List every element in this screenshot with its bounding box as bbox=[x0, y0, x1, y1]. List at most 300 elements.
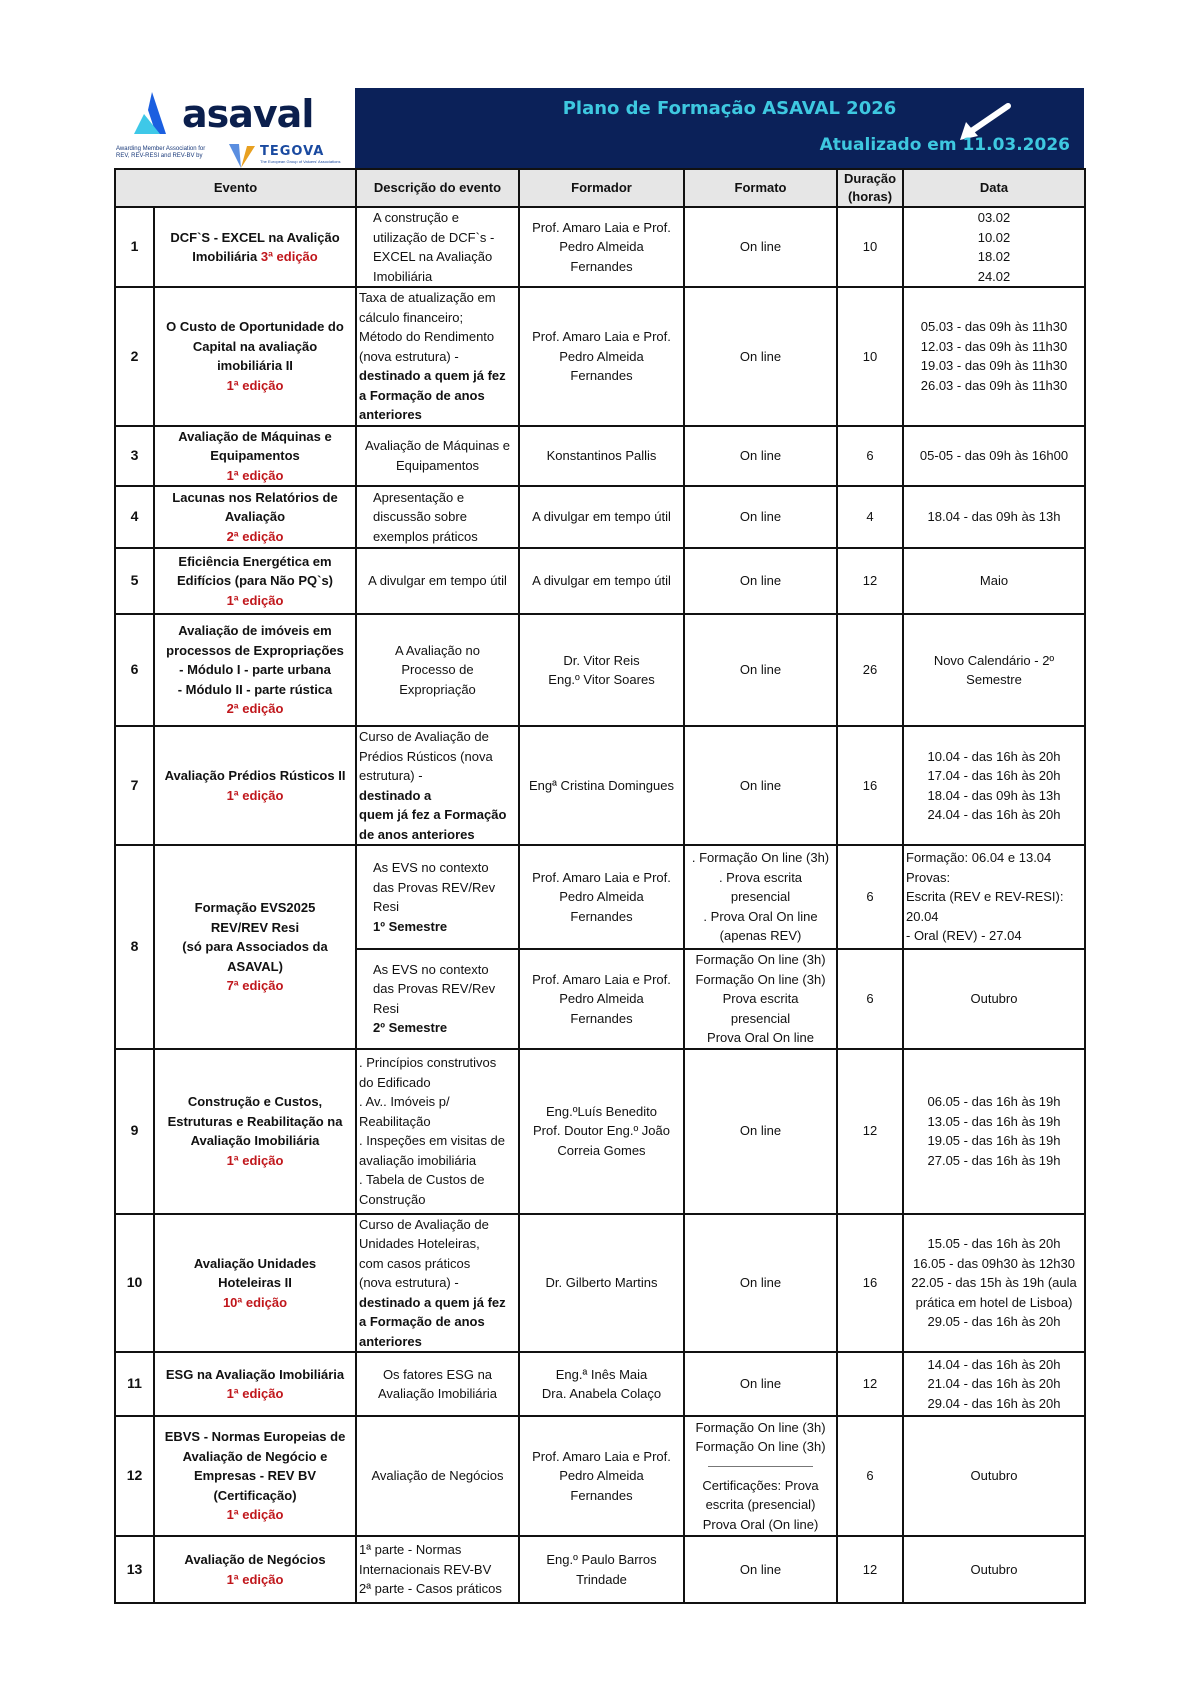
cell-line: Estruturas e Reabilitação na bbox=[167, 1113, 343, 1129]
edition-label: 1ª edição bbox=[226, 467, 284, 483]
asaval-wordmark: asaval bbox=[182, 92, 314, 136]
cell-line: Fernandes bbox=[570, 258, 633, 274]
trainer bbox=[519, 845, 684, 949]
schedule-date bbox=[903, 486, 1085, 548]
event-title bbox=[154, 486, 356, 548]
updated-date: Atualizado em 11.03.2026 bbox=[819, 135, 1070, 155]
cell-line: 16.05 - das 09h30 às 12h30 bbox=[913, 1255, 1075, 1271]
cell-line: 26.03 - das 09h às 11h30 bbox=[920, 377, 1068, 393]
cell-line: 18.02 bbox=[977, 249, 1011, 264]
cell-line: Internacionais REV-BV bbox=[359, 1561, 492, 1577]
cell-line: On line bbox=[739, 1561, 782, 1577]
trainer bbox=[519, 426, 684, 487]
edition-label: 7ª edição bbox=[226, 978, 284, 993]
cell-line: anteriores bbox=[359, 407, 422, 422]
cell-line: (nova estrutura) - bbox=[359, 348, 459, 364]
format bbox=[684, 548, 837, 614]
cell-line: Dr. Vitor Reis bbox=[563, 652, 640, 668]
col-header-descricao: Descrição do evento bbox=[356, 169, 519, 207]
cell-line: On line bbox=[739, 662, 782, 678]
schedule-date bbox=[903, 949, 1085, 1049]
event-number: 12 bbox=[115, 1416, 154, 1536]
duration-hours: 12 bbox=[837, 1352, 903, 1416]
cell-line: REV/REV Resi bbox=[210, 919, 300, 935]
cell-line: Escrita (REV e REV-RESI): bbox=[906, 889, 1064, 905]
cell-line: Avaliação de imóveis em bbox=[178, 623, 332, 639]
cell-line: discussão sobre bbox=[373, 509, 467, 525]
page-title: Plano de Formação ASAVAL 2026 bbox=[562, 98, 897, 119]
cell-line: destinado a quem já fez bbox=[359, 368, 506, 383]
event-title bbox=[154, 845, 356, 1049]
cell-line: Expropriação bbox=[399, 681, 476, 697]
cell-line: a Formação de anos bbox=[359, 387, 485, 403]
trainer bbox=[519, 949, 684, 1049]
cell-line: Reabilitação bbox=[359, 1113, 431, 1129]
cell-line: Fernandes bbox=[570, 908, 633, 924]
cell-line: Formação On line (3h) bbox=[695, 1419, 826, 1435]
col-header-formador: Formador bbox=[519, 169, 684, 207]
cell-line: Capital na avaliação bbox=[192, 338, 318, 354]
cell-line: Método do Rendimento bbox=[359, 329, 495, 344]
event-number: 13 bbox=[115, 1536, 154, 1603]
schedule-date bbox=[903, 614, 1085, 726]
cell-line: 24.02 bbox=[977, 268, 1011, 284]
cell-line: de anos anteriores bbox=[359, 826, 475, 842]
cell-line: EXCEL na Avaliação bbox=[373, 249, 493, 264]
duration-hours: 10 bbox=[837, 287, 903, 426]
cell-line: Provas: bbox=[906, 869, 951, 885]
trainer bbox=[519, 207, 684, 287]
schedule-date bbox=[903, 1214, 1085, 1353]
table-row bbox=[115, 726, 1085, 845]
event-description bbox=[356, 614, 519, 726]
cell-line: On line bbox=[739, 573, 782, 589]
event-description bbox=[356, 1049, 519, 1214]
trainer bbox=[519, 1536, 684, 1603]
cell-line: 05.03 - das 09h às 11h30 bbox=[920, 319, 1068, 335]
event-title bbox=[154, 548, 356, 614]
event-description bbox=[356, 1214, 519, 1353]
trainer bbox=[519, 1352, 684, 1416]
cell-line: 19.05 - das 16h às 19h bbox=[927, 1133, 1061, 1148]
cell-line: Prof. Amaro Laia e Prof. bbox=[532, 1448, 671, 1464]
cell-line: Dra. Anabela Colaço bbox=[541, 1386, 662, 1401]
schedule-date bbox=[903, 845, 1085, 949]
cell-line: Pedro Almeida bbox=[559, 348, 644, 364]
divider-line bbox=[708, 1466, 813, 1467]
cell-line: anteriores bbox=[359, 1333, 422, 1349]
cell-line: - Módulo I - parte urbana bbox=[179, 662, 331, 678]
event-title bbox=[154, 1049, 356, 1214]
col-header-formato: Formato bbox=[684, 169, 837, 207]
cell-line: (Certificação) bbox=[213, 1487, 297, 1503]
event-number: 2 bbox=[115, 287, 154, 426]
cell-line: 13.05 - das 16h às 19h bbox=[927, 1113, 1061, 1129]
cell-line: 10.04 - das 16h às 20h bbox=[927, 748, 1061, 764]
duration-hours: 16 bbox=[837, 1214, 903, 1353]
format bbox=[684, 426, 837, 487]
col-header-duracao: Duração (horas) bbox=[837, 169, 903, 207]
cell-line: quem já fez a Formação bbox=[359, 807, 507, 822]
cell-line: Formação On line (3h) bbox=[695, 1439, 826, 1455]
event-description bbox=[356, 486, 519, 548]
table-row bbox=[115, 548, 1085, 614]
schedule-date bbox=[903, 1049, 1085, 1214]
table-row bbox=[115, 486, 1085, 548]
cell-line: a Formação de anos bbox=[359, 1314, 485, 1329]
event-number: 11 bbox=[115, 1352, 154, 1416]
format bbox=[684, 1416, 837, 1536]
format bbox=[684, 486, 837, 548]
col-header-evento: Evento bbox=[115, 169, 356, 207]
schedule-date bbox=[903, 1352, 1085, 1416]
trainer bbox=[519, 726, 684, 845]
cell-line: Edifícios (para Não PQ`s) bbox=[176, 573, 334, 589]
cell-line: Formação On line (3h) bbox=[695, 952, 826, 967]
cell-line: Avaliação de Negócios bbox=[371, 1468, 504, 1484]
trainer bbox=[519, 486, 684, 548]
cell-line: On line bbox=[739, 777, 782, 793]
cell-line: - Oral (REV) - 27.04 bbox=[906, 928, 1022, 944]
cell-line: (só para Associados da bbox=[182, 939, 328, 954]
cell-line: destinado a bbox=[359, 787, 432, 803]
cell-line: imobiliária II bbox=[217, 358, 293, 374]
schedule-date bbox=[903, 1416, 1085, 1536]
cell-line: estrutura) - bbox=[359, 768, 423, 783]
cell-line: 21.04 - das 16h às 20h bbox=[927, 1376, 1061, 1392]
cell-line: Prof. Amaro Laia e Prof. bbox=[532, 329, 671, 344]
cell-line: Pedro Almeida bbox=[559, 1468, 644, 1484]
duration-hours: 10 bbox=[837, 207, 903, 287]
event-description bbox=[356, 1536, 519, 1603]
cell-line: Novo Calendário - 2º bbox=[933, 652, 1055, 668]
trainer bbox=[519, 548, 684, 614]
schedule-date bbox=[903, 207, 1085, 287]
cell-line: Resi bbox=[373, 1000, 400, 1016]
cell-line: 1º Semestre bbox=[373, 918, 448, 934]
cell-line: On line bbox=[739, 448, 782, 463]
cell-line: 29.05 - das 16h às 20h bbox=[927, 1314, 1061, 1329]
cell-line: Curso de Avaliação de bbox=[359, 729, 489, 744]
cell-line: On line bbox=[739, 1275, 782, 1290]
cell-line: das Provas REV/Rev bbox=[373, 981, 496, 997]
cell-line: 29.04 - das 16h às 20h bbox=[927, 1395, 1061, 1411]
cell-line: Trindade bbox=[576, 1571, 627, 1587]
event-number: 3 bbox=[115, 426, 154, 487]
cell-line: Avaliação de Máquinas e bbox=[178, 428, 332, 444]
event-description bbox=[356, 949, 519, 1049]
trainer bbox=[519, 1416, 684, 1536]
cell-line: Fernandes bbox=[570, 1010, 633, 1026]
cell-line: Equipamentos bbox=[395, 457, 480, 473]
format bbox=[684, 287, 837, 426]
edition-label: 1ª edição bbox=[226, 1152, 284, 1168]
cell-line: Avaliação Imobiliária bbox=[378, 1386, 497, 1401]
cell-line: Dr. Gilberto Martins bbox=[545, 1275, 658, 1290]
event-number: 5 bbox=[115, 548, 154, 614]
cell-line: 27.05 - das 16h às 19h bbox=[927, 1152, 1061, 1168]
cell-line: Imobiliária 3ª edição bbox=[192, 249, 318, 264]
event-title bbox=[154, 287, 356, 426]
table-row bbox=[115, 614, 1085, 726]
event-title bbox=[154, 1352, 356, 1416]
cell-line: 17.04 - das 16h às 20h bbox=[927, 768, 1061, 783]
cell-line: Maio bbox=[979, 573, 1009, 589]
event-description bbox=[356, 1352, 519, 1416]
edition-label: 1ª edição bbox=[226, 377, 284, 393]
table-row bbox=[115, 1536, 1085, 1603]
format bbox=[684, 1049, 837, 1214]
format bbox=[684, 1214, 837, 1353]
duration-hours: 12 bbox=[837, 548, 903, 614]
cell-line: Certificações: Prova bbox=[702, 1477, 819, 1493]
cell-line: Eng.º Vitor Soares bbox=[548, 672, 655, 687]
cell-line: A divulgar em tempo útil bbox=[532, 509, 671, 525]
event-title bbox=[154, 207, 356, 287]
cell-line: Eficiência Energética em bbox=[178, 553, 332, 569]
cell-line: utilização de DCF`s - bbox=[373, 229, 495, 245]
table-row bbox=[115, 1416, 1085, 1536]
cell-line: Avaliação Prédios Rústicos II bbox=[164, 768, 346, 783]
cell-line: DCF`S - EXCEL na Avalição bbox=[170, 229, 340, 245]
cell-line: ASAVAL) bbox=[227, 958, 283, 974]
cell-line: avaliação imobiliária bbox=[359, 1152, 477, 1168]
edition-label: 3ª edição bbox=[260, 249, 318, 264]
event-description bbox=[356, 726, 519, 845]
event-title bbox=[154, 1416, 356, 1536]
cell-line: Engª Cristina Domingues bbox=[529, 777, 674, 793]
cell-line: das Provas REV/Rev bbox=[373, 879, 496, 895]
cell-line: 14.04 - das 16h às 20h bbox=[927, 1356, 1061, 1372]
cell-line: Eng.ºLuís Benedito bbox=[546, 1103, 657, 1119]
cell-line: . Princípios construtivos bbox=[359, 1055, 497, 1070]
cell-line: A Avaliação no bbox=[394, 642, 481, 658]
event-description bbox=[356, 548, 519, 614]
cell-line: On line bbox=[739, 348, 782, 364]
cell-line: escrita (presencial) bbox=[705, 1497, 816, 1513]
duration-hours: 6 bbox=[837, 949, 903, 1049]
title-banner bbox=[355, 88, 1084, 168]
duration-hours: 6 bbox=[837, 845, 903, 949]
cell-line: 05-05 - das 09h às 16h00 bbox=[919, 448, 1069, 463]
cell-line: Curso de Avaliação de bbox=[359, 1216, 489, 1232]
schedule-date bbox=[903, 726, 1085, 845]
cell-line: 24.04 - das 16h às 20h bbox=[927, 807, 1061, 822]
cell-line: Pedro Almeida bbox=[559, 239, 644, 255]
cell-line: Prof. Amaro Laia e Prof. bbox=[532, 971, 671, 987]
event-number: 1 bbox=[115, 207, 154, 287]
table-row bbox=[115, 845, 1085, 949]
cell-line: On line bbox=[739, 239, 782, 255]
cell-line: Apresentação e bbox=[373, 489, 465, 505]
cell-line: 15.05 - das 16h às 20h bbox=[927, 1236, 1061, 1251]
cell-line: . Inspeções em visitas de bbox=[359, 1133, 505, 1148]
cell-line: Prova escrita bbox=[722, 991, 799, 1006]
cell-line: On line bbox=[739, 509, 782, 525]
cell-line: 18.04 - das 09h às 13h bbox=[927, 787, 1061, 803]
tegova-logo-mark-icon bbox=[229, 144, 255, 168]
cell-line: Avaliação Unidades bbox=[193, 1255, 317, 1271]
trainer bbox=[519, 1214, 684, 1353]
format bbox=[684, 726, 837, 845]
cell-line: Avaliação de Negócio e bbox=[182, 1448, 328, 1464]
cell-line: Prova Oral (On line) bbox=[702, 1516, 819, 1532]
cell-line: Formação: 06.04 e 13.04 bbox=[906, 850, 1052, 866]
schedule-date bbox=[903, 548, 1085, 614]
cell-line: O Custo de Oportunidade do bbox=[166, 319, 344, 335]
cell-line: destinado a quem já fez bbox=[359, 1294, 506, 1310]
cell-line: Empresas - REV BV bbox=[193, 1468, 317, 1484]
cell-line: Avaliação de Máquinas e bbox=[364, 438, 511, 454]
edition-label: 2ª edição bbox=[226, 701, 284, 717]
event-number: 9 bbox=[115, 1049, 154, 1214]
cell-line: As EVS no contexto bbox=[373, 961, 489, 977]
cell-line: 2º Semestre bbox=[373, 1020, 448, 1036]
cell-line: exemplos práticos bbox=[373, 528, 478, 544]
format bbox=[684, 1352, 837, 1416]
tegova-subtitle: The European Group of Valuers' Associations bbox=[260, 159, 341, 164]
event-title bbox=[154, 614, 356, 726]
table-row bbox=[115, 207, 1085, 287]
cell-line: presencial bbox=[730, 1010, 791, 1026]
cell-line: Avaliação Imobiliária bbox=[190, 1133, 320, 1148]
cell-line: 06.05 - das 16h às 19h bbox=[927, 1094, 1061, 1109]
cell-line: As EVS no contexto bbox=[373, 860, 489, 875]
schedule-date bbox=[903, 426, 1085, 487]
cell-line: Taxa de atualização em bbox=[359, 290, 496, 305]
cell-line: . Tabela de Custos de bbox=[359, 1172, 485, 1187]
cell-line: Prova Oral On line bbox=[707, 1030, 814, 1045]
edition-label: 1ª edição bbox=[226, 1386, 284, 1401]
cell-line: . Prova escrita bbox=[718, 869, 803, 885]
table-row bbox=[115, 1352, 1085, 1416]
asaval-logo bbox=[114, 88, 355, 168]
cell-line: Construção bbox=[359, 1191, 426, 1207]
cell-line: - Módulo II - parte rústica bbox=[177, 681, 333, 697]
cell-line: Pedro Almeida bbox=[559, 991, 644, 1006]
cell-line: 1ª parte - Normas bbox=[359, 1542, 462, 1558]
cell-line: (nova estrutura) - bbox=[359, 1275, 459, 1290]
event-description bbox=[356, 287, 519, 426]
cell-line: Fernandes bbox=[570, 368, 633, 383]
event-title bbox=[154, 1536, 356, 1603]
logo-subtitle: Awarding Member Association for REV, REV-RESI and REV-BV by bbox=[116, 146, 206, 159]
cell-line: cálculo financeiro; bbox=[359, 309, 464, 325]
table-header-row bbox=[115, 169, 1085, 207]
cell-line: Avaliação de Negócios bbox=[184, 1552, 326, 1567]
schedule-date bbox=[903, 1536, 1085, 1603]
cell-line: 10.02 bbox=[977, 229, 1011, 245]
cell-line: Outubro bbox=[970, 1561, 1018, 1577]
cell-line: 03.02 bbox=[977, 210, 1011, 225]
cell-line: Prof. Amaro Laia e Prof. bbox=[532, 869, 671, 885]
duration-hours: 4 bbox=[837, 486, 903, 548]
cell-line: prática em hotel de Lisboa) bbox=[915, 1294, 1073, 1310]
format bbox=[684, 845, 837, 949]
edition-label: 1ª edição bbox=[226, 1507, 284, 1523]
cell-line: Prof. Amaro Laia e Prof. bbox=[532, 219, 671, 235]
cell-line: Formação On line (3h) bbox=[695, 971, 826, 987]
edition-label: 1ª edição bbox=[226, 592, 284, 608]
event-title bbox=[154, 426, 356, 487]
cell-line: Fernandes bbox=[570, 1487, 633, 1503]
format bbox=[684, 207, 837, 287]
asaval-logo-mark-icon bbox=[130, 90, 178, 138]
cell-line: Os fatores ESG na bbox=[382, 1366, 493, 1382]
cell-line: Konstantinos Pallis bbox=[546, 448, 657, 463]
cell-line: Processo de bbox=[401, 662, 474, 678]
event-title bbox=[154, 1214, 356, 1353]
cell-line: A construção e bbox=[373, 210, 459, 225]
duration-hours: 26 bbox=[837, 614, 903, 726]
cell-line: 18.04 - das 09h às 13h bbox=[927, 509, 1061, 525]
cell-line: . Formação On line (3h) bbox=[691, 850, 830, 866]
duration-hours: 12 bbox=[837, 1536, 903, 1603]
col-header-data: Data bbox=[903, 169, 1085, 207]
cell-line: EBVS - Normas Europeias de bbox=[164, 1429, 346, 1445]
cell-line: (apenas REV) bbox=[719, 928, 802, 944]
edition-label: 10ª edição bbox=[222, 1294, 288, 1310]
format bbox=[684, 614, 837, 726]
cell-line: . Prova Oral On line bbox=[703, 908, 818, 924]
cell-line: Outubro bbox=[970, 1468, 1018, 1484]
cell-line: Resi bbox=[373, 899, 400, 914]
event-number: 7 bbox=[115, 726, 154, 845]
duration-hours: 6 bbox=[837, 1416, 903, 1536]
event-number: 4 bbox=[115, 486, 154, 548]
cell-line: 22.05 - das 15h às 19h (aula bbox=[911, 1275, 1077, 1290]
cell-line: Semestre bbox=[966, 672, 1022, 687]
cell-line: Correia Gomes bbox=[557, 1142, 646, 1158]
schedule-date bbox=[903, 287, 1085, 426]
cell-line: ESG na Avaliação Imobiliária bbox=[165, 1366, 345, 1382]
cell-line: Eng.ª Inês Maia bbox=[555, 1366, 648, 1382]
edition-label: 2ª edição bbox=[226, 528, 284, 544]
trainer bbox=[519, 1049, 684, 1214]
event-description bbox=[356, 426, 519, 487]
trainer bbox=[519, 614, 684, 726]
cell-line: Outubro bbox=[970, 991, 1018, 1006]
duration-hours: 16 bbox=[837, 726, 903, 845]
event-number: 6 bbox=[115, 614, 154, 726]
event-number: 10 bbox=[115, 1214, 154, 1353]
cell-line: . Av.. Imóveis p/ bbox=[359, 1094, 450, 1109]
trainer bbox=[519, 287, 684, 426]
event-description bbox=[356, 845, 519, 949]
event-description bbox=[356, 1416, 519, 1536]
cell-line: Eng.º Paulo Barros bbox=[546, 1552, 657, 1567]
edition-label: 1ª edição bbox=[226, 1571, 284, 1587]
cell-line: Lacunas nos Relatórios de bbox=[172, 489, 338, 505]
edition-label: 1ª edição bbox=[226, 787, 284, 803]
duration-hours: 6 bbox=[837, 426, 903, 487]
cell-line: Hoteleiras II bbox=[218, 1275, 292, 1290]
cell-line: com casos práticos bbox=[359, 1255, 471, 1271]
event-description bbox=[356, 207, 519, 287]
cell-line: 20.04 bbox=[906, 908, 939, 924]
table-row bbox=[115, 426, 1085, 487]
cell-line: Construção e Custos, bbox=[187, 1094, 323, 1109]
cell-line: On line bbox=[739, 1123, 782, 1139]
cell-line: 12.03 - das 09h às 11h30 bbox=[920, 338, 1068, 354]
duration-hours: 12 bbox=[837, 1049, 903, 1214]
document-page bbox=[114, 88, 1084, 1604]
event-number: 8 bbox=[115, 845, 154, 1049]
cell-line: processos de Expropriações bbox=[166, 642, 344, 658]
cell-line: Avaliação bbox=[224, 509, 286, 525]
format bbox=[684, 949, 837, 1049]
document-header bbox=[114, 88, 1084, 168]
